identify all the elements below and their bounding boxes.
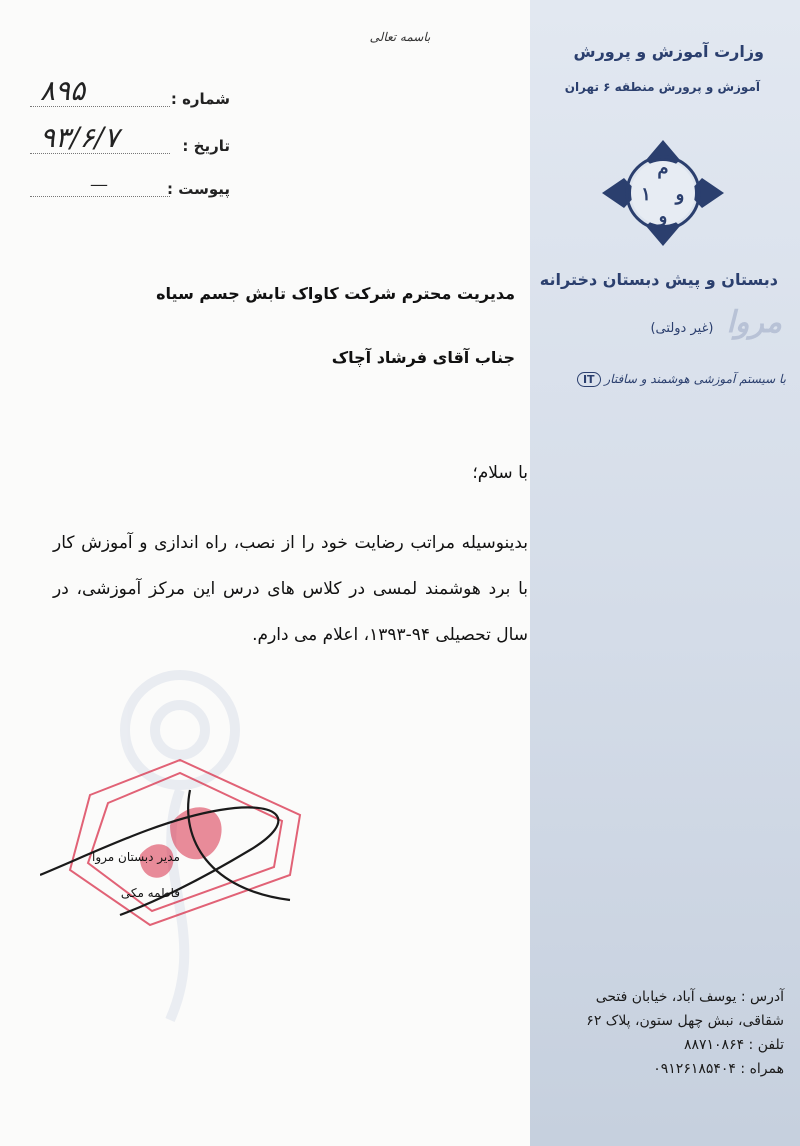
school-address [534, 985, 784, 1081]
svg-text:م: م [657, 158, 669, 179]
region-title: آموزش و پرورش منطقه ۶ تهران [564, 80, 760, 94]
recipient-line: مدیریت محترم شرکت کاواک تابش جسم سیاه [156, 284, 515, 303]
letter-date-field [30, 121, 230, 163]
attachment-label: پیوست : [166, 180, 230, 198]
school-name: مروا [726, 305, 782, 340]
smart-system-line [531, 372, 786, 387]
letter-number-field [30, 74, 230, 116]
date-label: تاریخ : [182, 137, 230, 155]
svg-text:و: و [658, 206, 668, 227]
it-badge: IT [577, 372, 601, 387]
greeting: با سلام؛ [472, 463, 528, 483]
ministry-title: وزارت آموزش و پرورش [573, 42, 764, 61]
letter-body: بدینوسیله مراتب رضایت خود را از نصب، راه اندازی و آموزش کار با برد هوشمند لمسی در کلاس های درس این مرکز آموزشی، در سال تحصیلی ۹۴-۱۳۹۳، اعلام می دارم. [53, 533, 528, 645]
school-logo-icon [598, 138, 728, 252]
recipient-person: جناب آقای فرشاد آچاک [331, 348, 515, 367]
school-brand [532, 305, 782, 340]
number-label: شماره : [170, 90, 230, 108]
number-handwritten: ۸۹۵ [40, 74, 86, 107]
school-status: (غیر دولتی) [650, 321, 714, 336]
phone-number: تلفن : ۸۸۷۱۰۸۶۴ [683, 1037, 784, 1053]
attachment-dots [30, 196, 170, 197]
bismillah: باسمه تعالی [369, 30, 431, 44]
address-line-1: آدرس : یوسف آباد، خیابان فتحی [595, 989, 784, 1005]
mobile-number: همراه : ۰۹۱۲۶۱۸۵۴۰۴ [653, 1061, 784, 1077]
svg-text:۱: ۱ [641, 184, 651, 205]
attachment-handwritten: — [90, 174, 112, 195]
date-handwritten: ۹۳/۶/۷ [40, 121, 120, 154]
letter-attachment-field [30, 176, 230, 206]
signatory-title: مدیر دبستان مروا [92, 850, 180, 864]
signatory-name: فاطمه مکی [120, 886, 180, 900]
svg-text:و: و [675, 184, 685, 205]
address-line-2: شقاقی، نبش چهل ستون، پلاک ۶۲ [586, 1013, 784, 1029]
smart-system-text: با سیستم آموزشی هوشمند و سافتار [604, 372, 786, 386]
school-type: دبستان و پیش دبستان دخترانه [539, 270, 778, 289]
